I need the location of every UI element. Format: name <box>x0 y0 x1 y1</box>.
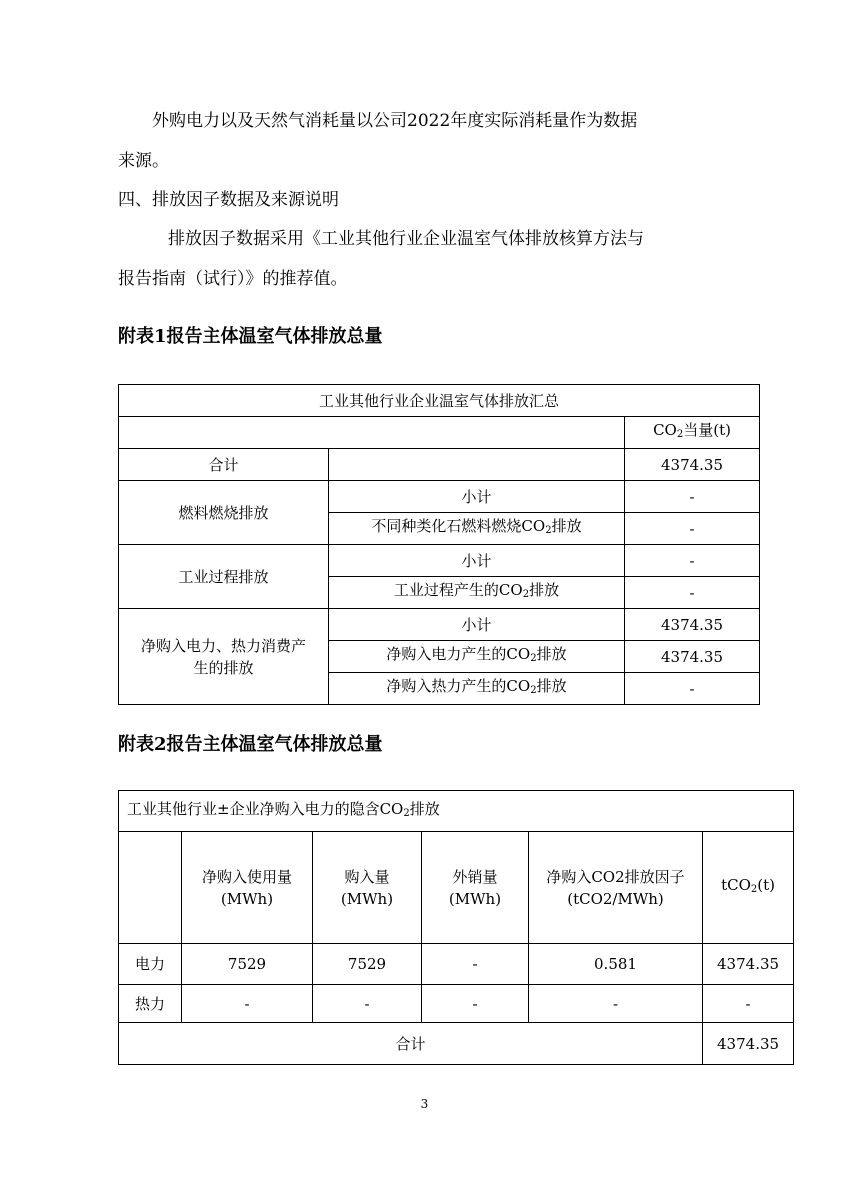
fuel-combustion-label: 燃料燃烧排放 <box>119 481 329 545</box>
purchase-cell: - <box>313 985 422 1023</box>
purchased-electricity-table <box>118 790 794 1065</box>
col-purchase-header: 购入量 (MWh) <box>313 832 422 944</box>
heat-item-label: 净购入热力产生的$CO_2$排放 <box>329 673 625 705</box>
purchased-subtotal-label: 小计 <box>329 609 625 641</box>
fuel-subtotal-label: 小计 <box>329 481 625 513</box>
paragraph-line: 来源。 <box>118 151 169 171</box>
emissions-summary-table <box>118 384 760 705</box>
col-factor-header: 净购入CO2排放因子 (tCO2/MWh) <box>529 832 703 944</box>
page-number: 3 <box>420 1097 429 1111</box>
purchase-cell: 7529 <box>313 944 422 985</box>
table1-heading: 附表1报告主体温室气体排放总量 <box>118 326 383 347</box>
total-label: 合计 <box>119 449 329 481</box>
table-row <box>119 985 794 1023</box>
factor-cell: 0.581 <box>529 944 703 985</box>
table-row <box>119 944 794 985</box>
heat-item-value: - <box>625 673 760 705</box>
tco2-cell: 4374.35 <box>703 944 794 985</box>
process-subtotal-value: - <box>625 545 760 577</box>
purchased-energy-label: 净购入电力、热力消费产 生的排放 <box>119 609 329 705</box>
paragraph-line: 排放因子数据采用《工业其他行业企业温室气体排放核算方法与 <box>168 229 644 249</box>
col-export-header: 外销量 (MWh) <box>422 832 529 944</box>
total-blank <box>329 449 625 481</box>
row-label: 热力 <box>119 985 182 1023</box>
fuel-item-label: 不同种类化石燃料燃烧$CO_2$排放 <box>329 513 625 545</box>
electricity-item-label: 净购入电力产生的$CO_2$排放 <box>329 641 625 673</box>
table1-header-blank <box>119 417 625 449</box>
factor-cell: - <box>529 985 703 1023</box>
fuel-item-value: - <box>625 513 760 545</box>
paragraph-line: 报告指南（试行）》的推荐值。 <box>118 269 348 289</box>
net-use-cell: - <box>182 985 313 1023</box>
table2-heading: 附表2报告主体温室气体排放总量 <box>118 734 383 755</box>
electricity-item-value: 4374.35 <box>625 641 760 673</box>
process-item-label: 工业过程产生的$CO_2$排放 <box>329 577 625 609</box>
industrial-process-label: 工业过程排放 <box>119 545 329 609</box>
purchased-subtotal-value: 4374.35 <box>625 609 760 641</box>
total-value: 4374.35 <box>625 449 760 481</box>
col-net-use-header: 净购入使用量 (MWh) <box>182 832 313 944</box>
net-use-cell: 7529 <box>182 944 313 985</box>
table2-total-label: 合计 <box>119 1023 703 1065</box>
export-cell: - <box>422 985 529 1023</box>
section-heading: 四、排放因子数据及来源说明 <box>118 190 339 210</box>
table1-title: 工业其他行业企业温室气体排放汇总 <box>119 385 760 417</box>
process-subtotal-label: 小计 <box>329 545 625 577</box>
table2-header-blank <box>119 832 182 944</box>
tco2-cell: - <box>703 985 794 1023</box>
row-label: 电力 <box>119 944 182 985</box>
table2-total-value: 4374.35 <box>703 1023 794 1065</box>
export-cell: - <box>422 944 529 985</box>
table1-unit-header: $CO_2$当量(t) <box>625 417 760 449</box>
col-tco2-header: tCO$_2$(t) <box>703 832 794 944</box>
table2-title: 工业其他行业±企业净购入电力的隐含$CO_2$排放 <box>119 791 794 832</box>
process-item-value: - <box>625 577 760 609</box>
paragraph-line: 外购电力以及天然气消耗量以公司2022年度实际消耗量作为数据 <box>152 111 638 131</box>
fuel-subtotal-value: - <box>625 481 760 513</box>
